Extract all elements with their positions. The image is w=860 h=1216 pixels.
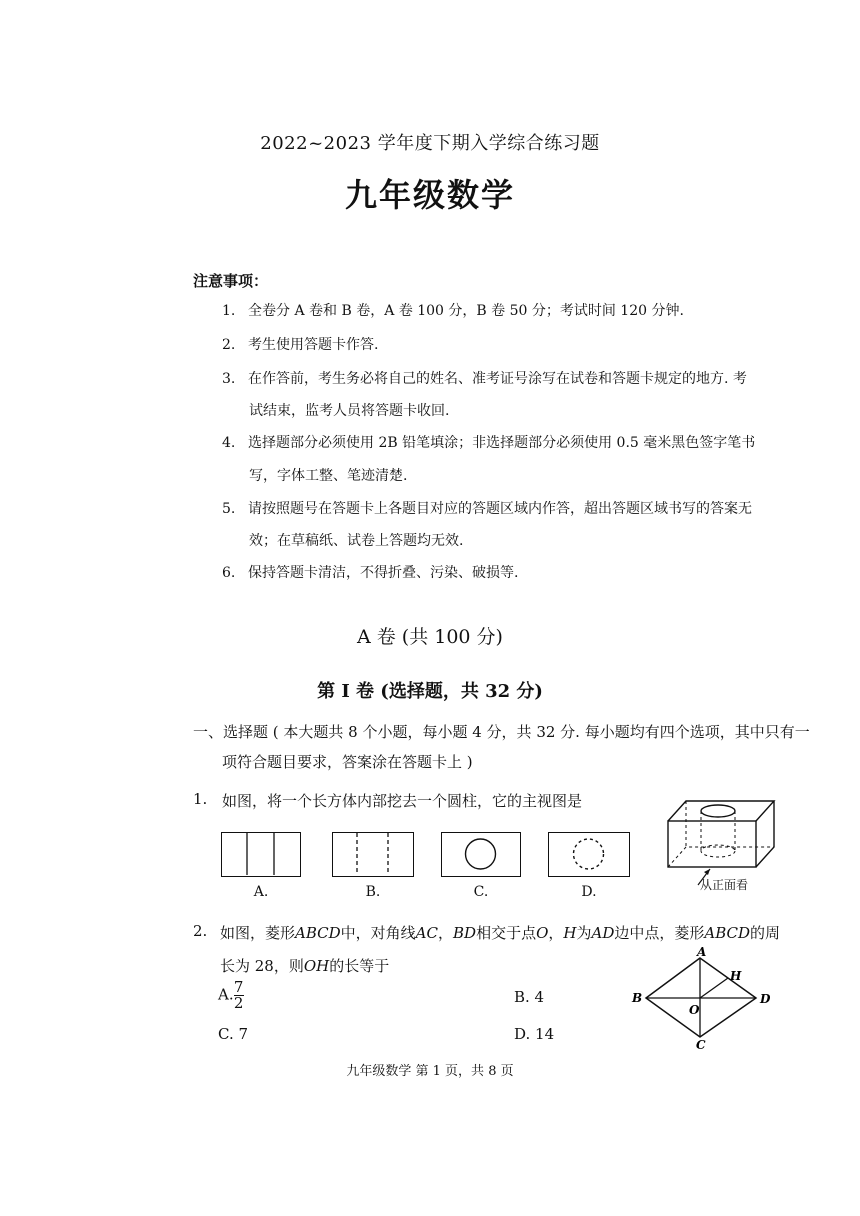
fraction-denominator: 2 xyxy=(233,994,244,1012)
notice-item-text: 试结束，监考人员将答题卡收回. xyxy=(249,403,450,419)
q2-choice-a[interactable] xyxy=(218,980,244,1011)
notice-item-number: 1. xyxy=(222,303,236,319)
notice-item-text: 效；在草稿纸、试卷上答题均无效. xyxy=(249,533,464,549)
q2-math-oh: OH xyxy=(303,957,330,975)
q1-option-b-figure xyxy=(332,832,414,877)
notice-item-4-cont xyxy=(249,461,407,491)
section-1-heading: 第 I 卷 (选择题，共 32 分) xyxy=(317,681,543,702)
notice-item-6 xyxy=(222,558,518,588)
question-1-number: 1. xyxy=(193,790,208,808)
part-one-instructions-cont: 项符合题目要求，答案涂在答题卡上 ) xyxy=(222,753,473,771)
page-footer: 九年级数学 第 1 页，共 8 页 xyxy=(346,1064,514,1079)
q2-text-part: 长为 28，则 xyxy=(220,957,304,975)
q2-text-part: 边中点，菱形 xyxy=(614,924,705,942)
q1-figure-caption: 从正面看 xyxy=(700,878,749,892)
notice-item-number: 6. xyxy=(222,565,236,581)
q2-math-bd: BD xyxy=(453,924,477,942)
point-o-label: O xyxy=(689,1003,700,1017)
q2-text-part: 的周 xyxy=(750,924,781,942)
notice-item-4 xyxy=(222,428,755,458)
q2-text-part: 的长等于 xyxy=(329,957,390,975)
question-1-text: 如图，将一个长方体内部挖去一个圆柱，它的主视图是 xyxy=(222,792,583,810)
q1-option-b-lines xyxy=(333,833,412,875)
q2-text-part: ， xyxy=(437,924,453,942)
q2-rhombus-figure xyxy=(626,945,776,1049)
vertex-d-label: D xyxy=(760,992,771,1006)
q1-option-a-lines xyxy=(222,833,299,875)
q1-option-a-figure xyxy=(221,832,301,877)
question-2-text-cont xyxy=(220,955,389,976)
q2-math-h: H xyxy=(563,924,577,942)
q1-option-d-circle xyxy=(549,833,628,875)
q2-text-part: 为 xyxy=(576,924,592,942)
q1-option-c-figure xyxy=(441,832,521,877)
notice-item-1 xyxy=(222,296,684,326)
q2-math-o: O xyxy=(536,924,549,942)
notice-item-text: 请按照题号在答题卡上各题目对应的答题区域内作答，超出答题区域书写的答案无 xyxy=(248,501,752,517)
q2-choice-a-label: A. xyxy=(218,985,234,1004)
q1-option-c-circle xyxy=(442,833,519,875)
q2-choice-b[interactable]: B. 4 xyxy=(514,988,545,1006)
vertex-c-label: C xyxy=(696,1038,706,1049)
q2-text-part: 如图，菱形 xyxy=(220,924,296,942)
part-one-instructions: 一、选择题 ( 本大题共 8 个小题，每小题 4 分，共 32 分. 每小题均有四个选项，其中只有一 xyxy=(193,723,810,741)
notice-item-2 xyxy=(222,330,378,360)
notice-item-number: 4. xyxy=(222,435,236,451)
notice-item-number: 5. xyxy=(222,501,236,517)
q2-choice-c[interactable]: C. 7 xyxy=(218,1025,249,1043)
exam-title: 九年级数学 xyxy=(344,176,515,214)
notice-item-3-cont xyxy=(249,396,449,426)
notice-item-text: 写，字体工整、笔迹清楚. xyxy=(249,468,408,484)
q1-option-a-label[interactable]: A. xyxy=(253,884,269,900)
notice-item-text: 考生使用答题卡作答. xyxy=(248,337,379,353)
q1-option-d-label[interactable]: D. xyxy=(581,884,597,900)
notice-item-text: 在作答前，考生务必将自己的姓名、准考证号涂写在试卷和答题卡规定的地方. 考 xyxy=(248,371,747,387)
question-2-text xyxy=(220,922,790,943)
notice-item-5-cont xyxy=(249,526,463,556)
notice-item-number: 2. xyxy=(222,337,236,353)
q2-text-part: 中，对角线 xyxy=(340,924,416,942)
notice-item-text: 全卷分 A 卷和 B 卷，A 卷 100 分，B 卷 50 分；考试时间 120 分钟. xyxy=(248,303,684,319)
exam-subtitle: 2022~2023 学年度下期入学综合练习题 xyxy=(260,133,600,154)
notice-item-text: 保持答题卡清洁，不得折叠、污染、破损等. xyxy=(248,565,519,581)
q2-math-ac: AC xyxy=(415,924,438,942)
q2-math-ad: AD xyxy=(591,924,615,942)
q2-math-abcd: ABCD xyxy=(295,924,341,942)
q1-option-c-label[interactable]: C. xyxy=(473,884,489,900)
notice-item-number: 3. xyxy=(222,371,236,387)
question-2-number: 2. xyxy=(193,922,208,940)
notice-heading: 注意事项： xyxy=(193,272,269,290)
notice-item-3 xyxy=(222,364,747,394)
q1-option-d-figure xyxy=(548,832,630,877)
q1-option-b-label[interactable]: B. xyxy=(365,884,381,900)
section-a-heading: A 卷 (共 100 分) xyxy=(357,626,503,648)
notice-item-text: 选择题部分必须使用 2B 铅笔填涂；非选择题部分必须使用 0.5 毫米黑色签字笔书 xyxy=(248,435,756,451)
fraction-numerator: 7 xyxy=(233,978,244,996)
vertex-a-label: A xyxy=(697,945,707,959)
q2-text-part: 相交于点 xyxy=(476,924,537,942)
q2-choice-a-fraction xyxy=(234,980,244,1011)
q2-choice-d[interactable]: D. 14 xyxy=(514,1025,555,1043)
vertex-b-label: B xyxy=(632,991,643,1005)
point-h-label: H xyxy=(730,969,742,983)
q2-text-part: ， xyxy=(548,924,564,942)
notice-item-5 xyxy=(222,494,752,524)
q2-math-abcd: ABCD xyxy=(704,924,751,942)
